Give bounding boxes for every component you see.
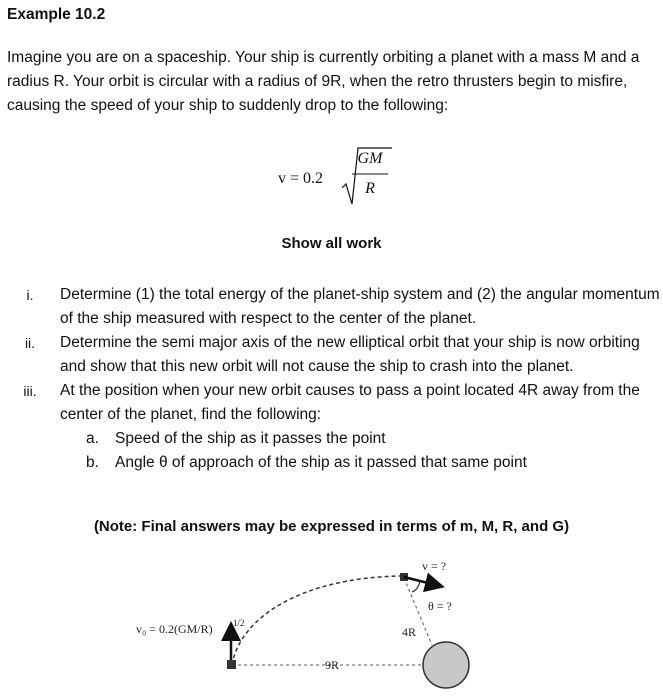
question-text: Determine the semi major axis of the new elliptical orbit that your ship is now orbiting and show that this new orbit will not cause the ship to crash into the planet. [60,334,640,375]
sub-question-text: Angle θ of approach of the ship as it passed that same point [115,454,527,471]
question-number: ii. [24,335,36,351]
question-list [0,283,663,475]
question-number: i. [26,287,34,303]
sub-question-item [0,451,663,475]
formula-lhs: v = 0.2 [278,170,324,187]
show-all-work-heading: Show all work [281,235,382,252]
question-text: Determine (1) the total energy of the planet-ship system and (2) the angular momentum of the ship measured with respect to the center of the planet. [60,286,660,327]
fraction-denominator: R [365,180,375,197]
final-velocity-arrow [404,577,440,586]
fraction-numerator: GM [357,150,383,167]
final-velocity-label: v = ? [422,559,447,573]
sub-question-text: Speed of the ship as it passes the point [115,430,386,447]
question-item [0,379,663,427]
example-title: Example 10.2 [7,6,106,23]
initial-velocity-label: v₀ = 0.2(GM/R) [136,622,213,636]
question-item [0,283,663,331]
theta-label: θ = ? [428,599,452,613]
sub-question-item [0,427,663,451]
planet-circle [423,642,469,688]
sub-question-letter: a. [86,430,99,447]
problem-intro: Imagine you are on a spaceship. Your ship is currently orbiting a planet with a mass M and a radius R. Your orbit is circular with a radius of 9R, when the retro thrusters begin to misfire, causing the speed of your ship to suddenly drop to the following: [7,49,640,114]
question-text: At the position when your new orbit causes to pass a point located 4R away from the center of the planet, find the following: [60,382,640,423]
sub-question-letter: b. [86,454,99,471]
orbit-arc [232,576,400,665]
note-text: (Note: Final answers may be expressed in terms of m, M, R, and G) [93,518,570,535]
radius-9r-label: 9R [325,658,340,672]
theta-angle-arc [412,581,420,592]
ship-initial [227,660,236,669]
orbit-diagram [0,548,663,696]
radius-4r-label: 4R [402,625,417,639]
initial-velocity-exponent: 1/2 [233,618,245,628]
question-item [0,331,663,379]
velocity-formula [278,144,398,208]
question-number: iii. [23,383,37,399]
